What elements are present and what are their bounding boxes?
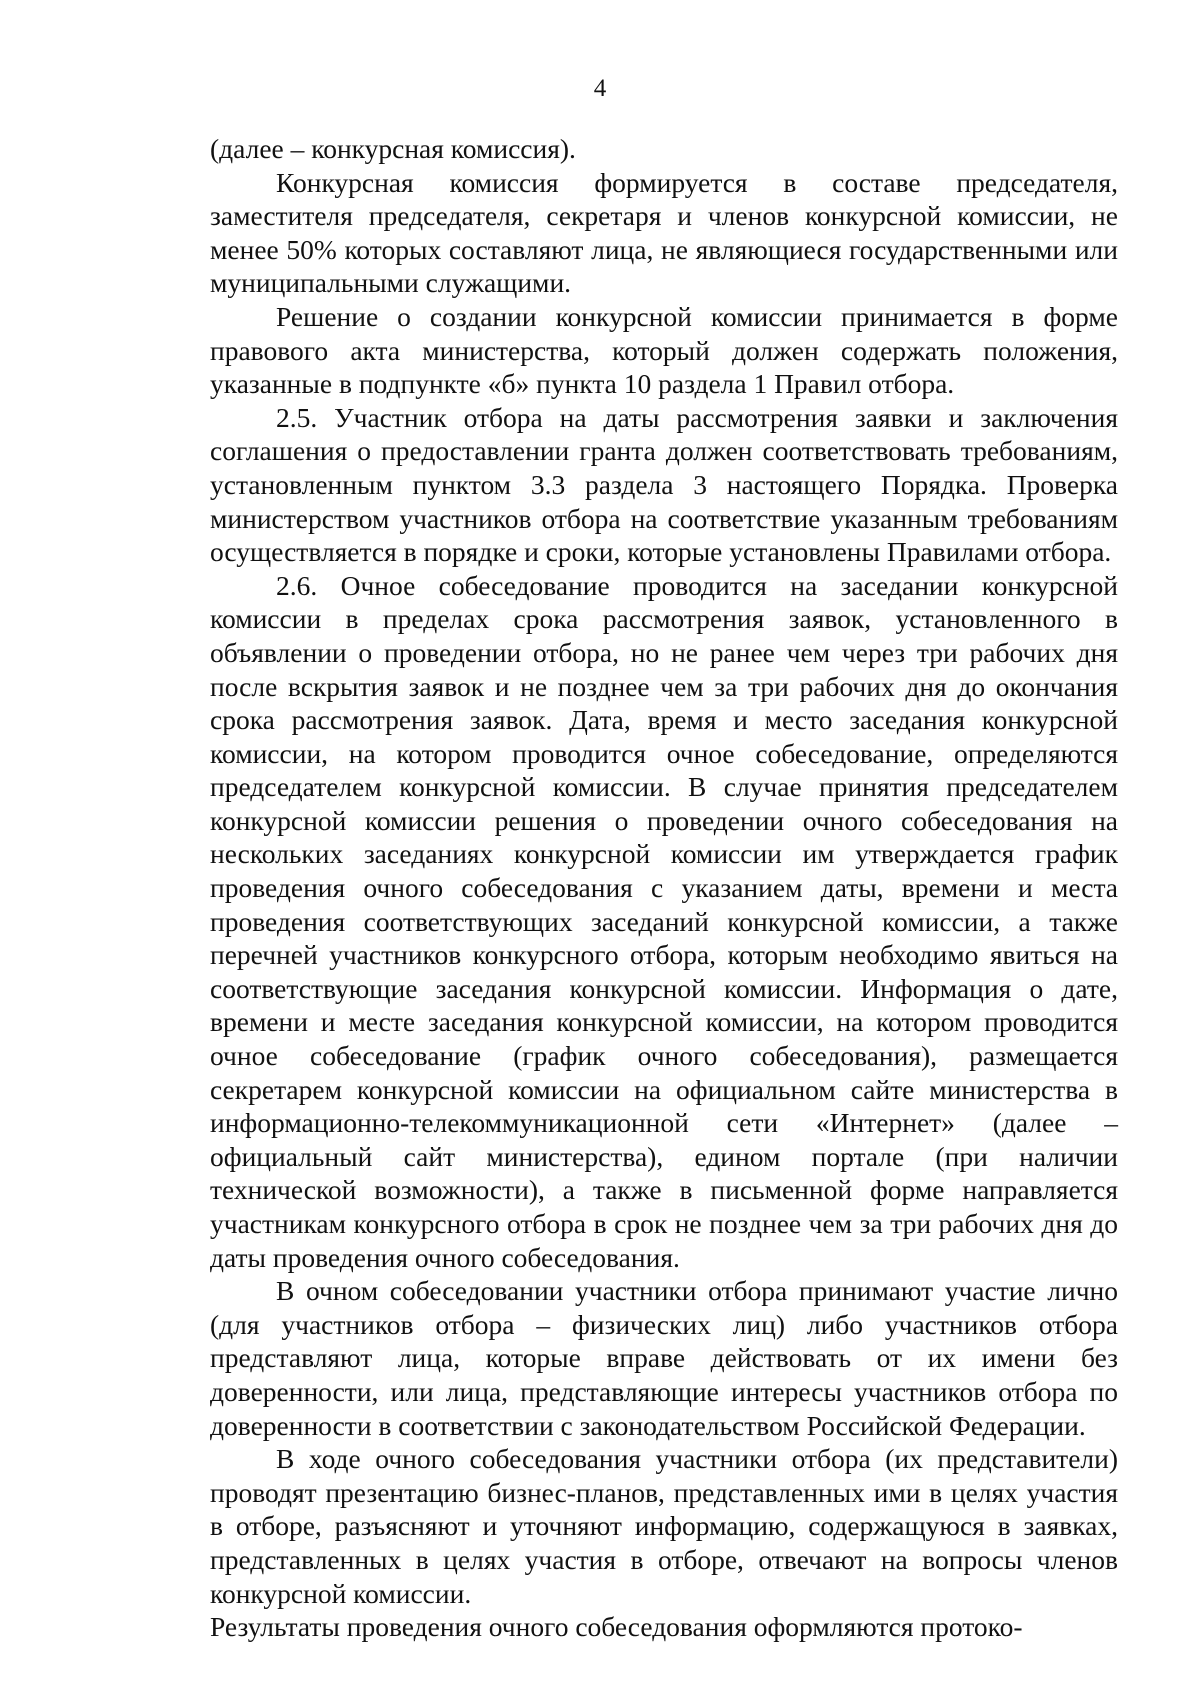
paragraph-clause-2-6: 2.6. Очное собеседование проводится на заседании конкурсной комиссии в пределах срока рассмотрения заявок, установленного в объявлении о проведении отбора, но не ранее чем через три рабочих дня после вскрытия заявок и не позднее чем за три рабочих дня до окончания срока рассмотрения заявок. Дата, время и место заседания конкурсной комиссии, на котором проводится очное собеседование, определяются председателем конкурсной комиссии. В случае принятия председателем конкурсной комиссии решения о проведении очного собеседования на нескольких заседаниях конкурсной комиссии им утверждается график проведения очного собеседования с указанием даты, времени и места проведения соответствующих заседаний конкурсной комиссии, а также перечней участников конкурсного отбора, которым необходимо явиться на соответствующие заседания конкурсной комиссии. Информация о дате, времени и месте заседания конкурсной комиссии, на котором проводится очное собеседование (график очного собеседования), размещается секретарем конкурсной комиссии на официальном сайте министерства в информационно-телекоммуникационной сети «Интернет» (далее – официальный сайт министерства), едином портале (при наличии технической возможности), а также в письменной форме направляется участникам конкурсного отбора в срок не позднее чем за три рабочих дня до даты проведения очного собеседования. (210, 569, 1118, 1273)
paragraph-continuation: (далее – конкурсная комиссия). (210, 133, 576, 164)
paragraph-results: Результаты проведения очного собеседования оформляются протоко- (210, 1611, 1023, 1643)
page-number: 4 (593, 75, 607, 102)
paragraph-participation: В очном собеседовании участники отбора принимают участие лично (для участников отбора – физических лиц) либо участников отбора представляют лица, которые вправе действовать от их имени без доверенности, или лица, представляющие интересы участников отбора по доверенности в соответствии с законодательством Российской Федерации. (210, 1275, 1118, 1441)
paragraph-clause-2-5: 2.5. Участник отбора на даты рассмотрения заявки и заключения соглашения о предоставлении гранта должен соответствовать требованиям, установленным пунктом 3.3 раздела 3 настоящего Порядка. Проверка министерством участников отбора на соответствие указанным требованиям осуществляется в порядке и сроки, которые установлены Правилами отбора. (210, 401, 1118, 568)
paragraph-presentation: В ходе очного собеседования участники отбора (их представители) проводят презентацию бизнес-планов, представленных ими в целях участия в отборе, разъясняют и уточняют информацию, содержащуюся в заявках, представленных в целях участия в отборе, отвечают на вопросы членов конкурсной комиссии. (210, 1443, 1118, 1609)
paragraph-commission-composition: Конкурсная комиссия формируется в составе председателя, заместителя председателя, секретаря и членов конкурсной комиссии, не менее 50% которых составляют лица, не являющиеся государственными или муниципальными служащими. (210, 166, 1118, 299)
paragraph-commission-decision: Решение о создании конкурсной комиссии принимается в форме правового акта министерства, который должен содержать положения, указанные в подпункте «б» пункта 10 раздела 1 Правил отбора. (210, 300, 1118, 400)
document-body (210, 132, 1118, 1644)
